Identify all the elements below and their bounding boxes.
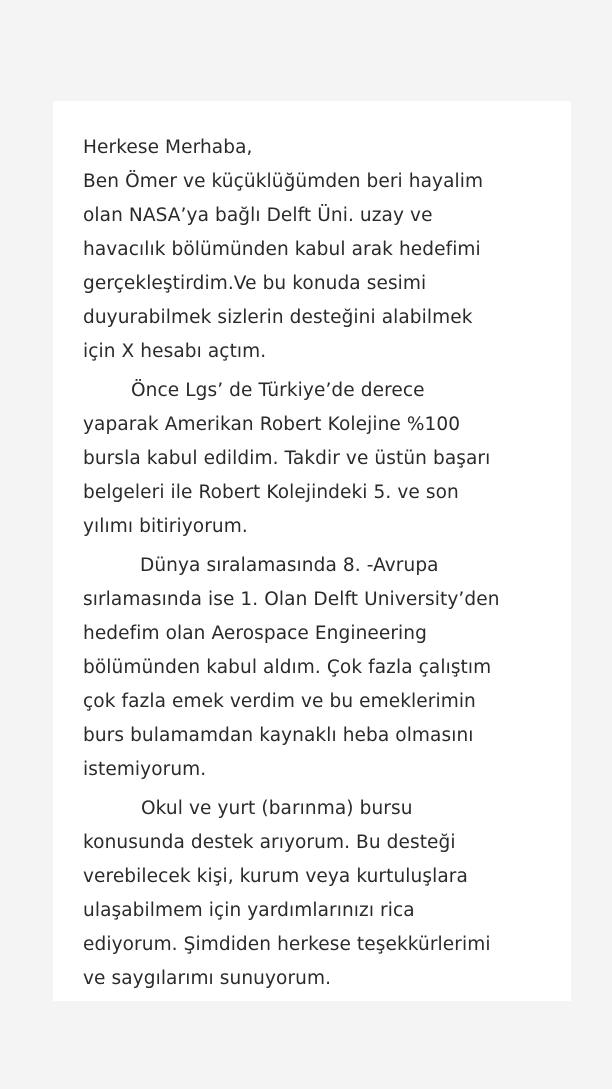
- text-line: yılımı bitiriyorum.: [83, 516, 248, 537]
- text-line: gerçekleştirdim.Ve bu konuda sesimi: [83, 273, 427, 294]
- text-line: bölümünden kabul aldım. Çok fazla çalıştım: [83, 657, 492, 678]
- text-line: Okul ve yurt (barınma) bursu: [141, 798, 413, 819]
- text-line: hedefim olan Aerospace Engineering: [83, 623, 427, 644]
- text-line: ulaşabilmem için yardımlarınızı rica: [83, 900, 415, 921]
- text-line: bursla kabul edildim. Takdir ve üstün başarı: [83, 448, 491, 469]
- text-line: çok fazla emek verdim ve bu emeklerimin: [83, 691, 476, 712]
- greeting-line: Herkese Merhaba,: [83, 137, 253, 158]
- paragraph-request: [83, 792, 547, 996]
- text-line: ve saygılarımı sunuyorum.: [83, 968, 332, 989]
- text-line: Önce Lgs’ de Türkiye’de derece: [131, 380, 425, 401]
- text-line: sırlamasında ise 1. Olan Delft University’den: [83, 589, 500, 610]
- text-line: konusunda destek arıyorum. Bu desteği: [83, 832, 456, 853]
- text-line: belgeleri ile Robert Kolejindeki 5. ve son: [83, 482, 459, 503]
- text-line: havacılık bölümünden kabul arak hedefimi: [83, 239, 481, 260]
- text-line: duyurabilmek sizlerin desteğini alabilmek: [83, 307, 473, 328]
- text-line: Dünya sıralamasında 8. -Avrupa: [140, 555, 439, 576]
- text-line: Ben Ömer ve küçüklüğümden beri hayalim: [83, 171, 484, 192]
- text-line: verebilecek kişi, kurum veya kurtuluşlara: [83, 866, 468, 887]
- note-card: [53, 101, 571, 1001]
- text-line: ediyorum. Şimdiden herkese teşekkürlerimi: [83, 934, 491, 955]
- text-line: istemiyorum.: [83, 759, 207, 780]
- paragraph-intro: [83, 165, 547, 369]
- paragraph-admission: [83, 549, 547, 787]
- paragraph-education: [83, 374, 547, 544]
- text-line: burs bulamamdan kaynaklı heba olmasını: [83, 725, 474, 746]
- text-line: yaparak Amerikan Robert Kolejine %100: [83, 414, 461, 435]
- text-line: için X hesabı açtım.: [83, 341, 267, 362]
- text-line: olan NASA’ya bağlı Delft Üni. uzay ve: [83, 205, 433, 226]
